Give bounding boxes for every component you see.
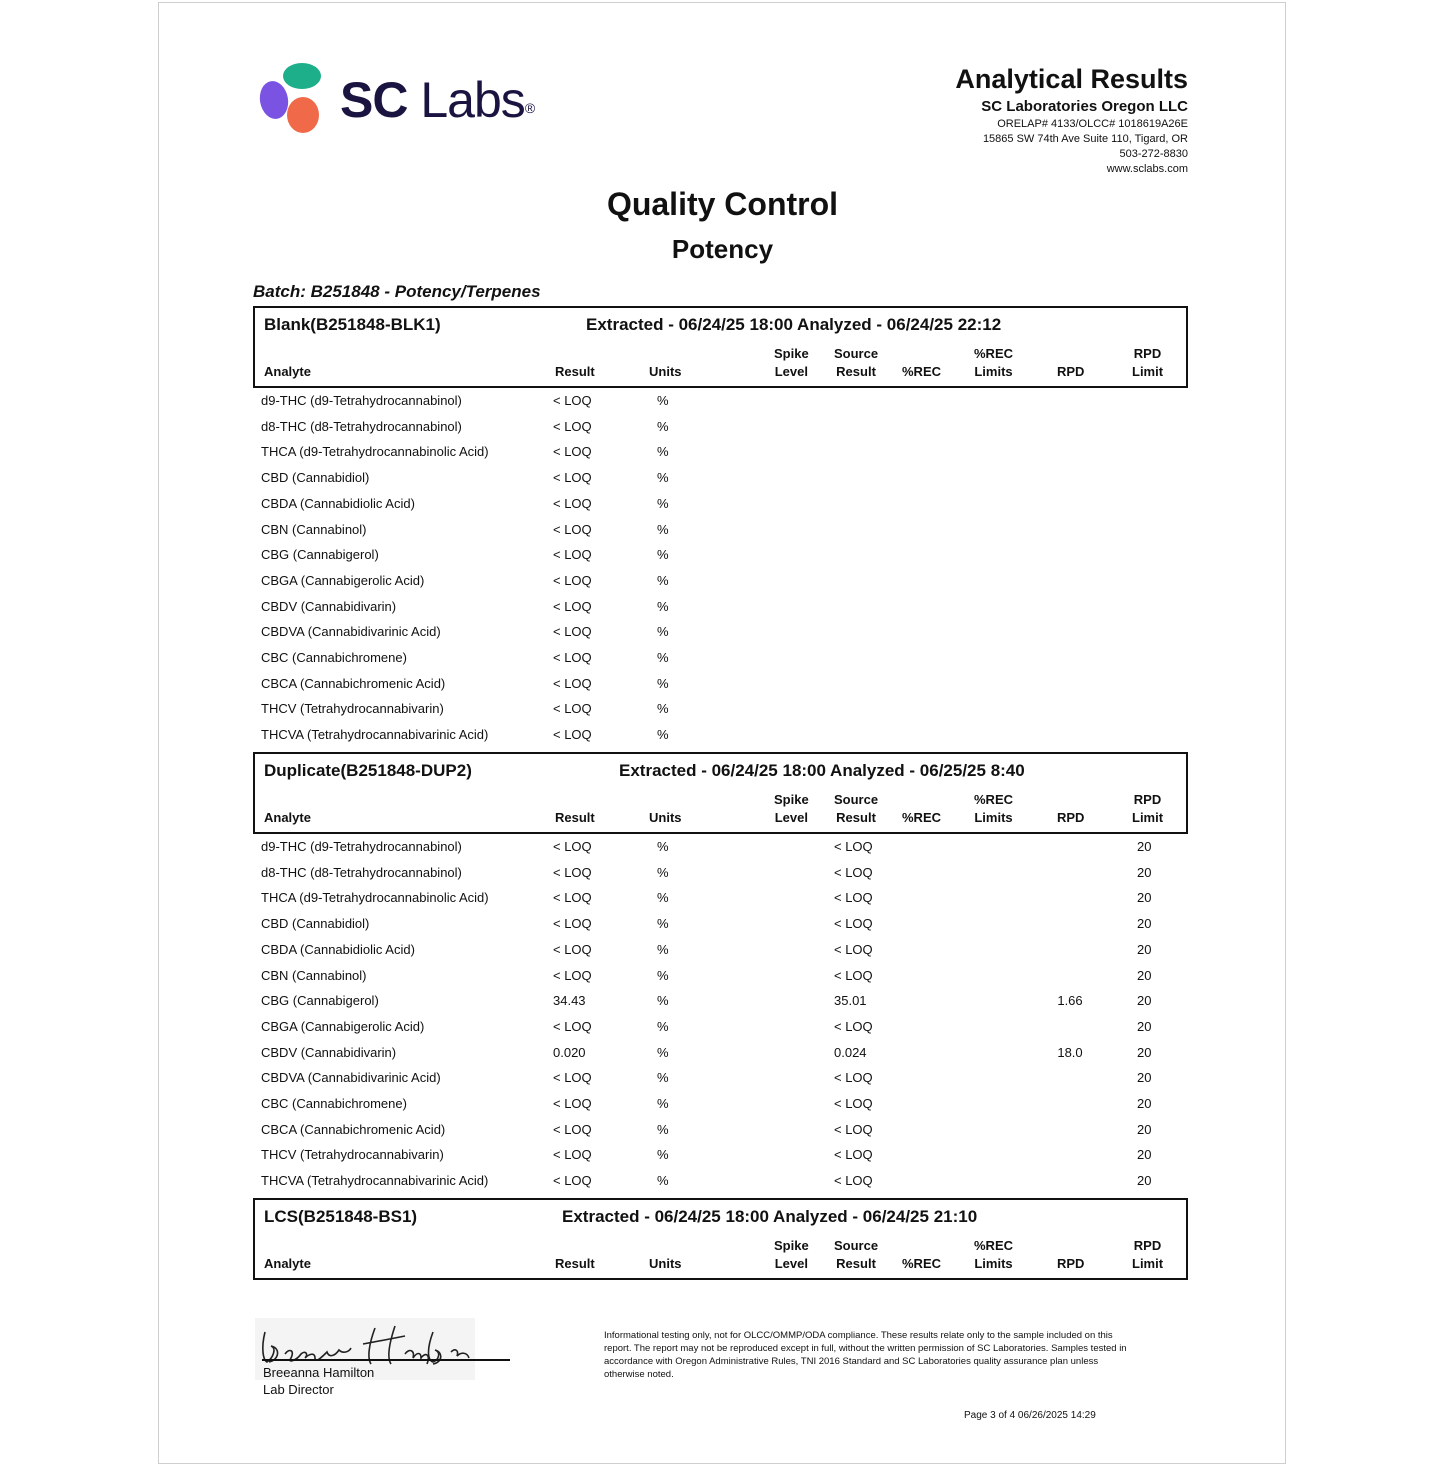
table-row (0, 1142, 1445, 1168)
cell-analyte: THCVA (Tetrahydrocannabivarinic Acid) (261, 1173, 489, 1189)
signatory (263, 1364, 374, 1398)
cell-result: 34.43 (553, 993, 586, 1009)
table-row (0, 542, 1445, 568)
col-spike-level (774, 1237, 809, 1273)
cell-source-result: < LOQ (834, 864, 873, 880)
cell-rpd-limit: 20 (1137, 864, 1152, 880)
cell-analyte: CBDVA (Cannabidivarinic Acid) (261, 1070, 441, 1086)
cell-units: % (657, 572, 669, 588)
cell-units: % (657, 727, 669, 743)
col-spike-line1: Spike (774, 346, 809, 361)
col-source-result (834, 791, 878, 827)
col-spike-line2: Level (774, 810, 808, 825)
company-name: SC Laboratories Oregon LLC (981, 98, 1188, 115)
cell-result: < LOQ (553, 727, 592, 743)
cell-analyte: CBDV (Cannabidivarin) (261, 598, 397, 614)
cell-analyte: CBDA (Cannabidiolic Acid) (261, 941, 415, 957)
col-rpdlim-line2: Limit (1132, 1256, 1164, 1271)
table-row (0, 517, 1445, 543)
cell-units: % (657, 418, 669, 434)
table-row (0, 1117, 1445, 1143)
cell-result: < LOQ (553, 675, 592, 691)
cell-analyte: CBN (Cannabinol) (261, 967, 367, 983)
cell-source-result: < LOQ (834, 1121, 873, 1137)
table-row (0, 414, 1445, 440)
table-row (0, 645, 1445, 671)
cell-result: < LOQ (553, 521, 592, 537)
disclaimer-text: Informational testing only, not for OLCC/OMMP/ODA compliance. These results relate only to the sample included on this report. The report may not be reproduced except in full, without the written permission of SC Laboratories. Samples tested in accordance with Oregon Administrative Rules, TNI 2016 Standard and SC Laboratories quality assurance plan unless otherwise noted. (604, 1330, 1127, 1380)
table-row (0, 1168, 1445, 1194)
cell-result: < LOQ (553, 470, 592, 486)
col-rpd: RPD (1057, 810, 1085, 825)
table-row (0, 1065, 1445, 1091)
signatory-role: Lab Director (263, 1382, 334, 1397)
cell-result: < LOQ (553, 650, 592, 665)
cell-result: < LOQ (553, 890, 592, 906)
col-rpd-limit (1132, 1237, 1163, 1273)
cell-analyte: THCV (Tetrahydrocannabivarin) (261, 1147, 444, 1163)
cell-units: % (657, 993, 669, 1009)
cell-result: < LOQ (553, 1070, 592, 1086)
cell-source-result: < LOQ (834, 1096, 873, 1111)
table-row (0, 1040, 1445, 1066)
batch-label: Batch: B251848 - Potency/Terpenes (253, 282, 541, 301)
col-spike-line1: Spike (774, 792, 809, 807)
table-row (0, 1091, 1445, 1117)
col-rec: %REC (902, 810, 942, 825)
cell-result: < LOQ (553, 495, 592, 511)
cell-analyte: d9-THC (d9-Tetrahydrocannabinol) (261, 393, 462, 408)
col-rpd-limit (1132, 345, 1163, 381)
col-rec-limits (974, 791, 1013, 827)
col-source-result (834, 1237, 878, 1273)
cell-analyte: CBD (Cannabidiol) (261, 916, 370, 932)
col-rec-limits (974, 345, 1013, 381)
col-spike-line2: Level (774, 1256, 808, 1271)
cell-rpd-limit: 20 (1137, 1044, 1152, 1060)
col-spike-level (774, 791, 809, 827)
col-source-result (834, 345, 878, 381)
table-row (0, 911, 1445, 937)
cell-rpd-limit: 20 (1137, 1121, 1152, 1137)
cell-result: < LOQ (553, 916, 592, 932)
col-source-line2: Result (836, 1256, 876, 1271)
col-rec: %REC (902, 364, 942, 379)
cell-result: < LOQ (553, 572, 592, 588)
col-spike-line2: Level (774, 364, 808, 379)
col-result: Result (555, 364, 595, 379)
col-reclim-line1: %REC (974, 792, 1014, 807)
cell-source-result: < LOQ (834, 1070, 873, 1086)
col-units: Units (649, 810, 682, 825)
cell-source-result: 0.024 (834, 1044, 867, 1060)
section-header-duplicate (253, 752, 1188, 834)
col-source-line1: Source (834, 792, 879, 807)
cell-result: < LOQ (553, 1173, 592, 1189)
cell-analyte: CBC (Cannabichromene) (261, 650, 407, 665)
cell-rpd-limit: 20 (1137, 916, 1152, 932)
cell-result: < LOQ (553, 418, 592, 434)
section-header-lcs (253, 1198, 1188, 1280)
cell-result: < LOQ (553, 1121, 592, 1137)
brand-sc: SC (340, 72, 408, 128)
col-units: Units (649, 1256, 682, 1271)
cell-analyte: CBGA (Cannabigerolic Acid) (261, 1018, 425, 1034)
signatory-name: Breeanna Hamilton (263, 1365, 375, 1380)
cell-units: % (657, 521, 669, 537)
cell-rpd-limit: 20 (1137, 1070, 1152, 1086)
cell-units: % (657, 624, 669, 640)
cell-analyte: CBG (Cannabigerol) (261, 993, 379, 1009)
table-row (0, 963, 1445, 989)
cell-units: % (657, 470, 669, 486)
cell-analyte: d8-THC (d8-Tetrahydrocannabinol) (261, 418, 462, 434)
col-source-line2: Result (836, 364, 876, 379)
cell-units: % (657, 598, 669, 614)
cell-rpd-limit: 20 (1137, 839, 1152, 854)
cell-result: < LOQ (553, 547, 592, 563)
cell-rpd-limit: 20 (1137, 1096, 1152, 1111)
table-row (0, 988, 1445, 1014)
cell-units: % (657, 444, 669, 460)
section-dates: Extracted - 06/24/25 18:00 Analyzed - 06/24/25 21:10 (562, 1207, 978, 1226)
cell-units: % (657, 1044, 669, 1060)
cell-analyte: d9-THC (d9-Tetrahydrocannabinol) (261, 839, 462, 854)
table-row (0, 671, 1445, 697)
header-title: Analytical Results (955, 64, 1188, 94)
col-reclim-line2: Limits (974, 810, 1013, 825)
cell-analyte: CBCA (Cannabichromenic Acid) (261, 675, 446, 691)
cell-analyte: CBD (Cannabidiol) (261, 470, 370, 486)
col-analyte: Analyte (264, 1256, 311, 1271)
cell-result: < LOQ (553, 444, 592, 460)
col-rpdlim-line1: RPD (1133, 346, 1162, 361)
cell-analyte: THCVA (Tetrahydrocannabivarinic Acid) (261, 727, 489, 743)
cell-result: < LOQ (553, 1096, 592, 1111)
cell-units: % (657, 864, 669, 880)
cell-analyte: THCA (d9-Tetrahydrocannabinolic Acid) (261, 890, 489, 906)
col-reclim-line2: Limits (974, 1256, 1013, 1271)
cell-source-result: < LOQ (834, 941, 873, 957)
col-analyte: Analyte (264, 364, 311, 379)
cell-analyte: CBDV (Cannabidivarin) (261, 1044, 397, 1060)
section-dates: Extracted - 06/24/25 18:00 Analyzed - 06/25/25 8:40 (619, 761, 1025, 780)
cell-result: < LOQ (553, 864, 592, 880)
cell-result: < LOQ (553, 598, 592, 614)
cell-units: % (657, 1173, 669, 1189)
section-header-blank (253, 306, 1188, 388)
cell-result: < LOQ (553, 839, 592, 854)
cell-analyte: CBG (Cannabigerol) (261, 547, 379, 563)
col-reclim-line2: Limits (974, 364, 1013, 379)
cell-units: % (657, 701, 669, 717)
col-rpdlim-line1: RPD (1133, 792, 1162, 807)
cell-analyte: CBGA (Cannabigerolic Acid) (261, 572, 425, 588)
table-row (0, 619, 1445, 645)
col-source-line1: Source (834, 346, 879, 361)
lab-address: 15865 SW 74th Ave Suite 110, Tigard, OR (982, 133, 1188, 145)
cell-analyte: THCV (Tetrahydrocannabivarin) (261, 701, 444, 717)
cell-units: % (657, 1121, 669, 1137)
cell-result: < LOQ (553, 624, 592, 640)
table-row (0, 937, 1445, 963)
cell-units: % (657, 393, 669, 408)
cell-rpd-limit: 20 (1137, 1173, 1152, 1189)
cell-analyte: CBN (Cannabinol) (261, 521, 367, 537)
col-spike-level (774, 345, 809, 381)
license-number: ORELAP# 4133/OLCC# 1018619A26E (997, 118, 1188, 130)
col-rec-limits (974, 1237, 1013, 1273)
registered-mark: ® (524, 100, 535, 116)
cell-result: < LOQ (553, 393, 592, 408)
brand-labs: Labs (420, 72, 525, 128)
cell-analyte: CBDA (Cannabidiolic Acid) (261, 495, 415, 511)
section-title: LCS(B251848-BS1) (264, 1207, 418, 1226)
table-row (0, 439, 1445, 465)
cell-analyte: CBC (Cannabichromene) (261, 1096, 407, 1111)
col-rpd-limit (1132, 791, 1163, 827)
col-rpdlim-line2: Limit (1132, 364, 1164, 379)
cell-units: % (657, 839, 669, 854)
cell-source-result: < LOQ (834, 967, 873, 983)
col-rpd: RPD (1057, 364, 1085, 379)
col-source-line2: Result (836, 810, 876, 825)
table-row (0, 834, 1445, 860)
cell-result: < LOQ (553, 701, 592, 717)
table-row (0, 594, 1445, 620)
table-row (0, 885, 1445, 911)
cell-rpd-limit: 20 (1137, 890, 1152, 906)
cell-analyte: CBCA (Cannabichromenic Acid) (261, 1121, 446, 1137)
cell-source-result: < LOQ (834, 1173, 873, 1189)
cell-result: < LOQ (553, 1147, 592, 1163)
col-rec: %REC (902, 1256, 942, 1271)
cell-units: % (657, 650, 669, 665)
col-result: Result (555, 1256, 595, 1271)
section-title: Duplicate(B251848-DUP2) (264, 761, 472, 780)
cell-units: % (657, 1018, 669, 1034)
col-source-line1: Source (834, 1238, 879, 1253)
cell-source-result: < LOQ (834, 839, 873, 854)
cell-units: % (657, 495, 669, 511)
cell-units: % (657, 675, 669, 691)
col-reclim-line1: %REC (974, 346, 1014, 361)
cell-rpd: 18.0 (1057, 1044, 1083, 1060)
cell-result: < LOQ (553, 1018, 592, 1034)
cell-units: % (657, 1147, 669, 1163)
table-row (0, 491, 1445, 517)
cell-rpd-limit: 20 (1137, 993, 1152, 1009)
signature-line (262, 1359, 510, 1361)
col-units: Units (649, 364, 682, 379)
cell-units: % (657, 1070, 669, 1086)
table-row (0, 696, 1445, 722)
cell-rpd-limit: 20 (1137, 967, 1152, 983)
lab-website: www.sclabs.com (1106, 163, 1188, 175)
col-reclim-line1: %REC (974, 1238, 1014, 1253)
cell-analyte: d8-THC (d8-Tetrahydrocannabinol) (261, 864, 462, 880)
table-row (0, 568, 1445, 594)
table-row (0, 722, 1445, 748)
cell-units: % (657, 1096, 669, 1111)
col-result: Result (555, 810, 595, 825)
page-subtitle: Potency (671, 234, 774, 264)
page-title: Quality Control (606, 186, 839, 222)
col-rpd: RPD (1057, 1256, 1085, 1271)
cell-source-result: < LOQ (834, 890, 873, 906)
cell-rpd-limit: 20 (1137, 1018, 1152, 1034)
brand-wordmark (340, 72, 534, 128)
section-dates: Extracted - 06/24/25 18:00 Analyzed - 06/24/25 22:12 (586, 315, 1002, 334)
cell-units: % (657, 890, 669, 906)
table-row (0, 1014, 1445, 1040)
section-title: Blank(B251848-BLK1) (264, 315, 441, 334)
cell-units: % (657, 941, 669, 957)
cell-analyte: THCA (d9-Tetrahydrocannabinolic Acid) (261, 444, 489, 460)
cell-units: % (657, 916, 669, 932)
cell-source-result: < LOQ (834, 1147, 873, 1163)
col-analyte: Analyte (264, 810, 311, 825)
cell-units: % (657, 547, 669, 563)
cell-rpd-limit: 20 (1137, 1147, 1152, 1163)
table-row (0, 388, 1445, 414)
page-number: Page 3 of 4 06/26/2025 14:29 (964, 1410, 1096, 1421)
col-spike-line1: Spike (774, 1238, 809, 1253)
cell-result: < LOQ (553, 967, 592, 983)
cell-rpd: 1.66 (1057, 993, 1083, 1009)
col-rpdlim-line2: Limit (1132, 810, 1164, 825)
cell-result: < LOQ (553, 941, 592, 957)
col-rpdlim-line1: RPD (1133, 1238, 1162, 1253)
cell-rpd-limit: 20 (1137, 941, 1152, 957)
cell-units: % (657, 967, 669, 983)
lab-phone: 503-272-8830 (1119, 148, 1188, 160)
cell-source-result: < LOQ (834, 1018, 873, 1034)
cell-result: 0.020 (553, 1044, 586, 1060)
table-row (0, 860, 1445, 886)
cell-source-result: 35.01 (834, 993, 867, 1009)
cell-analyte: CBDVA (Cannabidivarinic Acid) (261, 624, 441, 640)
cell-source-result: < LOQ (834, 916, 873, 932)
table-row (0, 465, 1445, 491)
lab-header (955, 62, 1188, 177)
